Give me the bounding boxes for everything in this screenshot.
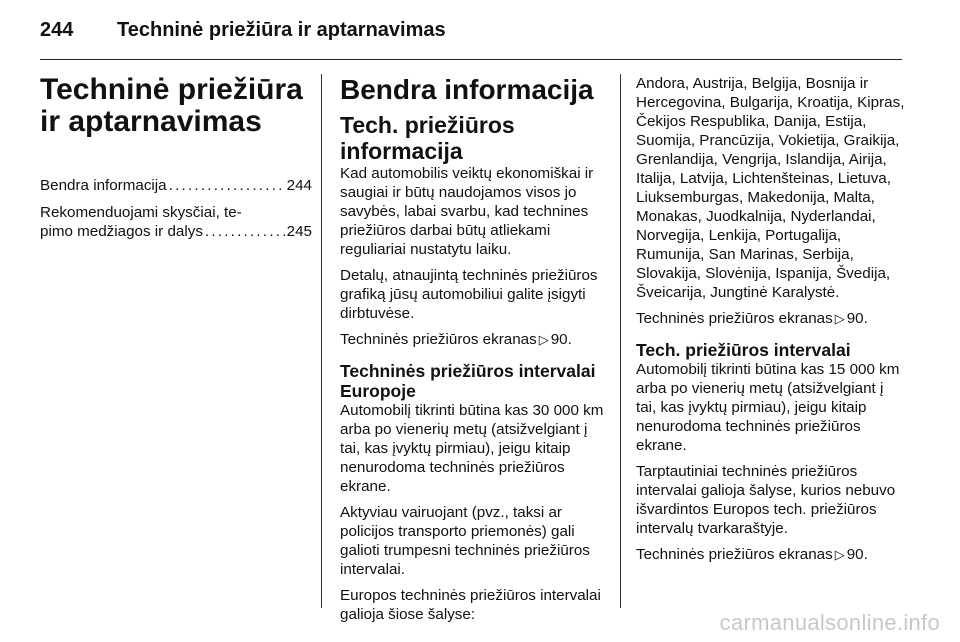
toc-leader-dots xyxy=(169,176,285,195)
column-divider xyxy=(620,74,621,608)
toc-entry-page: 245 xyxy=(286,223,312,240)
paragraph: Kad automobilis veiktų ekonomiškai ir saugiai ir būtų naudojamos visos jo savybės, labai svarbu, kad technines priežiūros darbai būtų atliekami reguliariai nustatytu laiku. xyxy=(340,165,594,258)
watermark: carmanualsonline.info xyxy=(719,610,940,635)
subsection-title: Tech. priežiūros intervalai xyxy=(636,340,851,360)
chapter-title: Techninė priežiūra ir aptarnavimas xyxy=(40,73,303,138)
cross-reference[interactable] xyxy=(636,545,906,564)
column-3 xyxy=(636,74,906,571)
reference-arrow-icon: ▷ xyxy=(538,332,549,347)
paragraph: Europos techninės priežiūros intervalai galioja šiose šalyse: xyxy=(340,587,601,623)
reference-arrow-icon: ▷ xyxy=(834,311,845,326)
column-1 xyxy=(40,74,312,249)
running-title: Techninė priežiūra ir aptarnavimas xyxy=(117,19,446,41)
subsection-title: Techninės priežiūros intervalai Europoje xyxy=(340,361,596,401)
section-title: Bendra informacija xyxy=(340,74,594,105)
paragraph: Automobilį tikrinti būtina kas 15 000 km arba po vienerių metų (atsižvelgiant į tai, kas įvyktų pirmiau), jeigu kitaip nenurodoma techninės priežiūros ekrane. xyxy=(636,361,900,454)
toc-entry-title: pimo medžiagos ir dalys xyxy=(40,223,203,240)
page-header xyxy=(40,14,902,48)
subsection-title: Tech. priežiūros informacija xyxy=(340,112,515,164)
reference-text: Techninės priežiūros ekranas xyxy=(636,310,833,327)
toc-leader-dots xyxy=(205,222,285,241)
toc-entry[interactable] xyxy=(40,176,312,195)
table-of-contents xyxy=(40,176,312,241)
cross-reference[interactable] xyxy=(340,330,610,349)
country-list: Andora, Austrija, Belgija, Bosnija ir Hercegovina, Bulgarija, Kroatija, Kipras, Čekijos Respublika, Danija, Estija, Suomija, Prancūzija, Vokietija, Graikija, Grenlandija, Vengrija, Islandija, Airija, Italija, Latvija, Lichtenšteinas, Lietuva, Liuksemburgas, Makedonija, Malta, Monakas, Juodkalnija, Nyderlandai, Norvegija, Lenkija, Portugalija, Rumunija, San Marinas, Serbija, Slovakija, Slovėnija, Ispanija, Švedija, Šveicarija, Jungtinė Karalystė. xyxy=(636,75,905,301)
toc-entry-title: Bendra informacija xyxy=(40,177,167,194)
cross-reference[interactable] xyxy=(636,309,906,328)
toc-entry[interactable] xyxy=(40,203,312,241)
paragraph: Aktyviau vairuojant (pvz., taksi ar policijos transporto priemonės) gali galioti trumpesni techninės priežiūros intervalai. xyxy=(340,504,590,578)
paragraph: Detalų, atnaujintą techninės priežiūros grafiką jūsų automobiliui galite įsigyti dirbtuvėse. xyxy=(340,267,598,322)
paragraph: Tarptautiniai techninės priežiūros intervalai galioja šalyse, kurios nebuvo išvardintos Europos tech. priežiūros intervalų tvarkaraštyje. xyxy=(636,463,896,537)
paragraph: Automobilį tikrinti būtina kas 30 000 km arba po vienerių metų (atsižvelgiant į tai, kas įvyktų pirmiau), jeigu kitaip nenurodoma techninės priežiūros ekrane. xyxy=(340,402,604,495)
page-number: 244 xyxy=(40,19,74,41)
reference-text: Techninės priežiūros ekranas xyxy=(636,546,833,563)
column-2 xyxy=(340,74,610,631)
header-rule xyxy=(40,59,902,60)
reference-arrow-icon: ▷ xyxy=(834,547,845,562)
reference-page: 90. xyxy=(846,310,868,327)
reference-page: 90. xyxy=(846,546,868,563)
reference-page: 90. xyxy=(550,331,572,348)
toc-entry-page: 244 xyxy=(286,177,312,194)
toc-entry-title-line: Rekomenduojami skysčiai, te- xyxy=(40,204,242,221)
column-divider xyxy=(321,74,322,608)
reference-text: Techninės priežiūros ekranas xyxy=(340,331,537,348)
